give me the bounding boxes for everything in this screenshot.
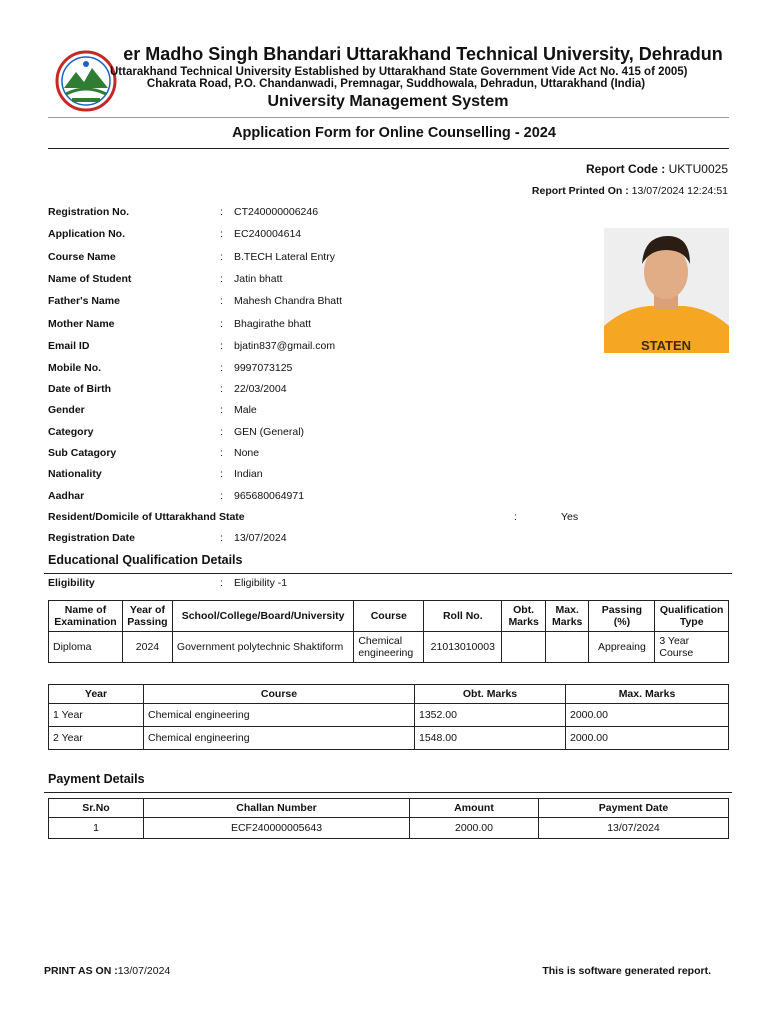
table-row [49, 818, 729, 839]
field-course-name: Course Name : B.TECH Lateral Entry [48, 251, 335, 263]
field-application-no: Application No. : EC240004614 [48, 228, 302, 240]
table-row [49, 727, 729, 750]
field-registration-date: Registration Date : 13/07/2024 [48, 532, 287, 544]
table-cell: 1548.00 [415, 727, 566, 750]
education-section-title: Educational Qualification Details [48, 553, 243, 567]
field-domicile: Resident/Domicile of Uttarakhand State : Yes [48, 511, 579, 523]
table-header: Obt. Marks [415, 685, 566, 704]
field-student-name: Name of Student : Jatin bhatt [48, 273, 283, 285]
table-cell: Appreaing [589, 632, 655, 663]
table-header: Passing (%) [589, 601, 655, 632]
table-header: Qualification Type [655, 601, 729, 632]
university-name: er Madho Singh Bhandari Uttarakhand Technical University, Dehradun [123, 44, 723, 64]
field-eligibility: Eligibility : Eligibility -1 [48, 577, 288, 589]
table-cell: Diploma [49, 632, 123, 663]
field-sub-category: Sub Catagory : None [48, 447, 260, 459]
table-cell: 3 Year Course [655, 632, 729, 663]
table-cell: 2 Year [49, 727, 144, 750]
table-cell: 21013010003 [424, 632, 502, 663]
field-email: Email ID : bjatin837@gmail.com [48, 340, 336, 352]
table-cell: 2000.00 [566, 704, 729, 727]
field-registration-no: Registration No. : CT240000006246 [48, 206, 319, 218]
year-marks-table [48, 684, 729, 750]
table-header: Course [354, 601, 424, 632]
table-cell: Government polytechnic Shaktiform [172, 632, 353, 663]
system-name: University Management System [267, 93, 509, 110]
table-cell: Chemical engineering [354, 632, 424, 663]
report-printed-on: Report Printed On : 13/07/2024 12:24:51 [531, 185, 728, 197]
table-header: Max. Marks [566, 685, 729, 704]
table-cell: Chemical engineering [144, 704, 415, 727]
table-header: Amount [410, 799, 539, 818]
field-mobile: Mobile No. : 9997073125 [48, 362, 293, 374]
payment-table [48, 798, 729, 839]
field-category: Category : GEN (General) [48, 426, 305, 438]
table-cell: 2000.00 [410, 818, 539, 839]
table-header-row [49, 685, 729, 704]
payment-section-title: Payment Details [48, 772, 145, 786]
table-header-row [49, 799, 729, 818]
field-father-name: Father's Name : Mahesh Chandra Bhatt [48, 295, 342, 307]
field-dob: Date of Birth : 22/03/2004 [48, 383, 287, 395]
table-cell: 2024 [122, 632, 172, 663]
university-established: Uttarakhand Technical University Established by Uttarakhand State Government Vide Act No. 415 of 2005) [110, 66, 688, 78]
table-cell: Chemical engineering [144, 727, 415, 750]
table-header: Year of Passing [122, 601, 172, 632]
table-header: Challan Number [144, 799, 410, 818]
form-title: Application Form for Online Counselling - 2024 [232, 125, 556, 141]
field-aadhar: Aadhar : 965680064971 [48, 490, 305, 502]
table-header: School/College/Board/University [172, 601, 353, 632]
table-cell: 2000.00 [566, 727, 729, 750]
table-header: Obt. Marks [502, 601, 546, 632]
table-header: Roll No. [424, 601, 502, 632]
table-header-row [49, 601, 729, 632]
title-divider [48, 148, 729, 149]
field-mother-name: Mother Name : Bhagirathe bhatt [48, 318, 312, 330]
table-cell [545, 632, 589, 663]
table-row [49, 704, 729, 727]
field-gender: Gender : Male [48, 404, 257, 416]
student-photo [604, 228, 729, 353]
table-cell [502, 632, 546, 663]
report-code: Report Code : UKTU0025 [585, 162, 728, 176]
table-cell: 13/07/2024 [539, 818, 729, 839]
education-divider [44, 573, 732, 574]
field-nationality: Nationality : Indian [48, 468, 263, 480]
print-date: PRINT AS ON :13/07/2024 [44, 965, 171, 977]
table-header: Max. Marks [545, 601, 589, 632]
qualification-table [48, 600, 729, 663]
table-row [49, 632, 729, 663]
table-header: Year [49, 685, 144, 704]
header-divider [48, 117, 729, 118]
table-header: Name of Examination [49, 601, 123, 632]
table-header: Payment Date [539, 799, 729, 818]
university-address: Chakrata Road, P.O. Chandanwadi, Premnagar, Suddhowala, Dehradun, Uttarakhand (India) [146, 78, 646, 90]
svg-text:STATEN: STATEN [640, 338, 692, 353]
table-header: Course [144, 685, 415, 704]
software-generated-note: This is software generated report. [542, 965, 711, 977]
table-cell: ECF240000005643 [144, 818, 410, 839]
payment-divider [44, 792, 732, 793]
table-cell: 1 [49, 818, 144, 839]
table-header: Sr.No [49, 799, 144, 818]
table-cell: 1352.00 [415, 704, 566, 727]
table-cell: 1 Year [49, 704, 144, 727]
